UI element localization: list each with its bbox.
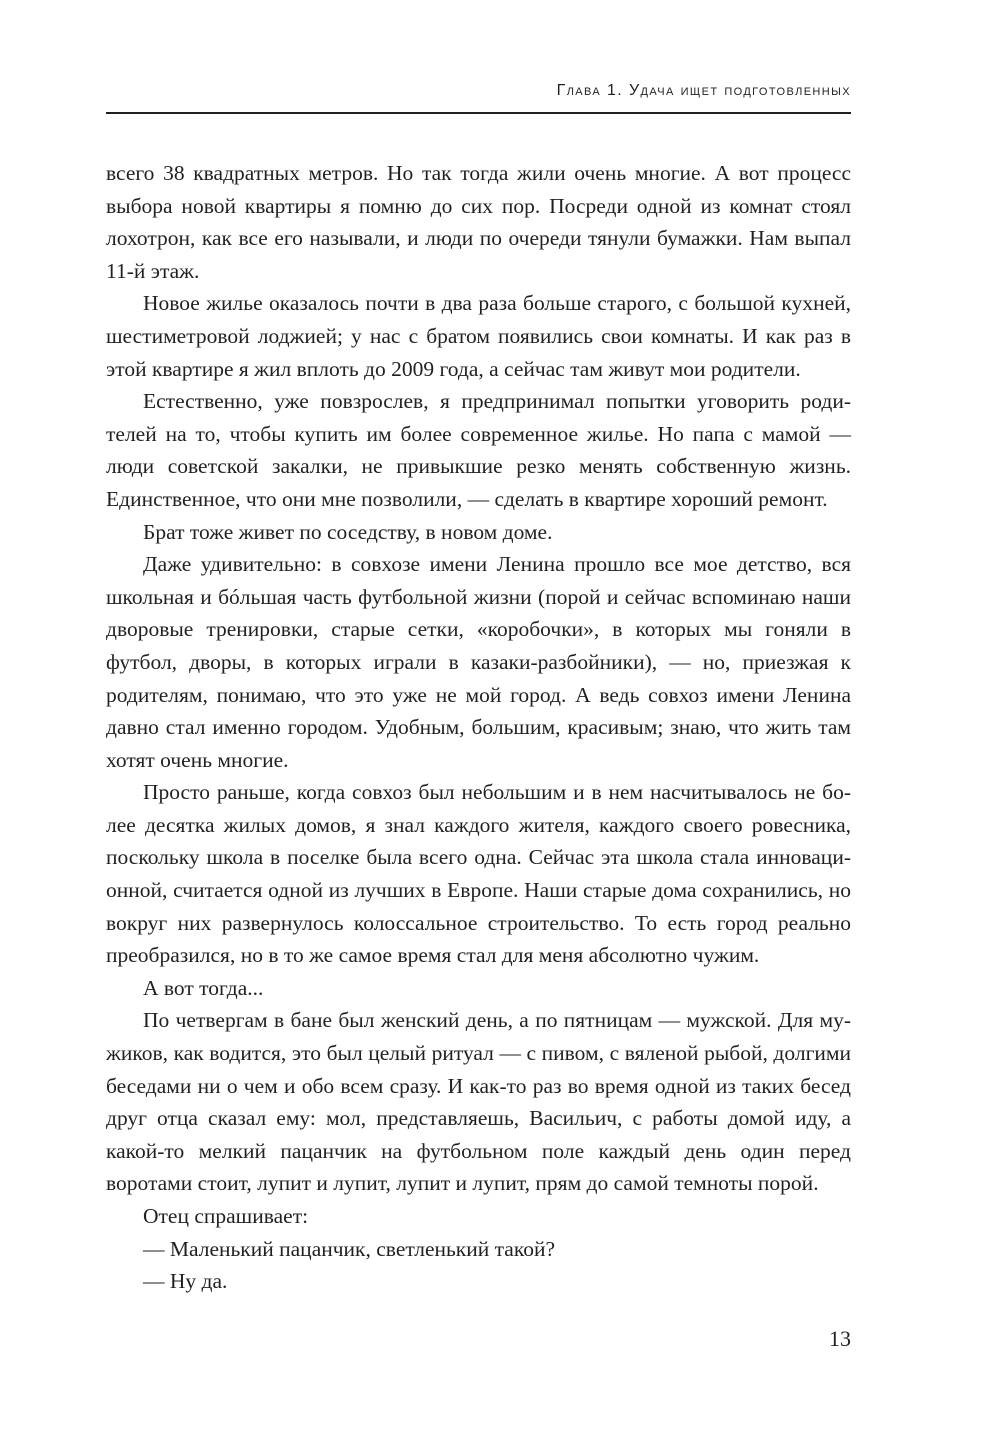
paragraph: Новое жилье оказалось почти в два раза больше старого, с большой кухней, шестиметровой лоджией; у нас с братом появились свои комнаты. И как раз в этой квартире я жил вплоть до 2009 года, а сейчас там живут мои родители.: [106, 291, 851, 381]
paragraph: По четвергам в бане был женский день, а по пятницам — мужской. Для мужиков, как водится, это был целый ритуал — с пивом, с вяленой рыбой, долгими беседами ни о чем и обо всем сразу. И как-то раз во время одной из таких бесед друг отца сказал ему: мол, представляешь, Васильич, с работы домой иду, а какой-то мелкий пацанчик на футбольном поле каждый день один перед воротами стоит, лупит и лупит, лупит и лупит, прям до самой темноты порой.: [106, 1008, 851, 1196]
dialogue-line: — Маленький пацанчик, светленький такой?: [143, 1236, 555, 1261]
paragraph: Естественно, уже повзрослев, я предпринимал попытки уговорить родителей на то, чтобы купить им более современное жилье. Но папа с мамой — люди советской закалки, не привыкшие резко менять собственную жизнь. Единственное, что они мне позволили, — сделать в квартире хороший ремонт.: [106, 389, 851, 511]
paragraph: Просто раньше, когда совхоз был небольшим и в нем насчитывалось не более десятка жилых домов, я знал каждого жителя, каждого своего ровесника, поскольку школа в поселке была всего одна. Сейчас эта школа стала инновационной, считается одной из лучших в Европе. Наши старые дома сохранились, но вокруг них развернулось колоссальное строительство. То есть город реально преобразился, но в то же самое время стал для меня абсолютно чужим.: [106, 780, 851, 968]
dialogue-line: — Ну да.: [143, 1269, 228, 1294]
body-text: [106, 157, 851, 1298]
paragraph: Брат тоже живет по соседству, в новом доме.: [143, 519, 553, 544]
paragraph: Отец спрашивает:: [143, 1204, 309, 1228]
paragraph: А вот тогда...: [143, 975, 264, 1000]
header-rule: [106, 112, 851, 114]
paragraph: всего 38 квадратных метров. Но так тогда жили очень многие. А вот процесс выбора новой квартиры я помню до сих пор. Посреди одной из комнат стоял лохотрон, как все его называли, и люди по очереди тянули бумажки. Нам выпал 11-й этаж.: [106, 161, 851, 283]
running-head: Глава 1. Удача ищет подготовленных: [556, 82, 851, 99]
paragraph: Даже удивительно: в совхозе имени Ленина прошло все мое детство, вся школьная и бóльшая часть футбольной жизни (порой и сейчас вспоминаю наши дворовые тренировки, старые сетки, «коробочки», в которых мы гоняли в футбол, дворы, в которых играли в казаки-разбойники), — но, приезжая к родителям, понимаю, что это уже не мой город. А ведь совхоз имени Ленина давно стал именно городом. Удобным, большим, красивым; знаю, что жить там хотят очень многие.: [106, 552, 851, 772]
page-number: 13: [829, 1326, 851, 1351]
